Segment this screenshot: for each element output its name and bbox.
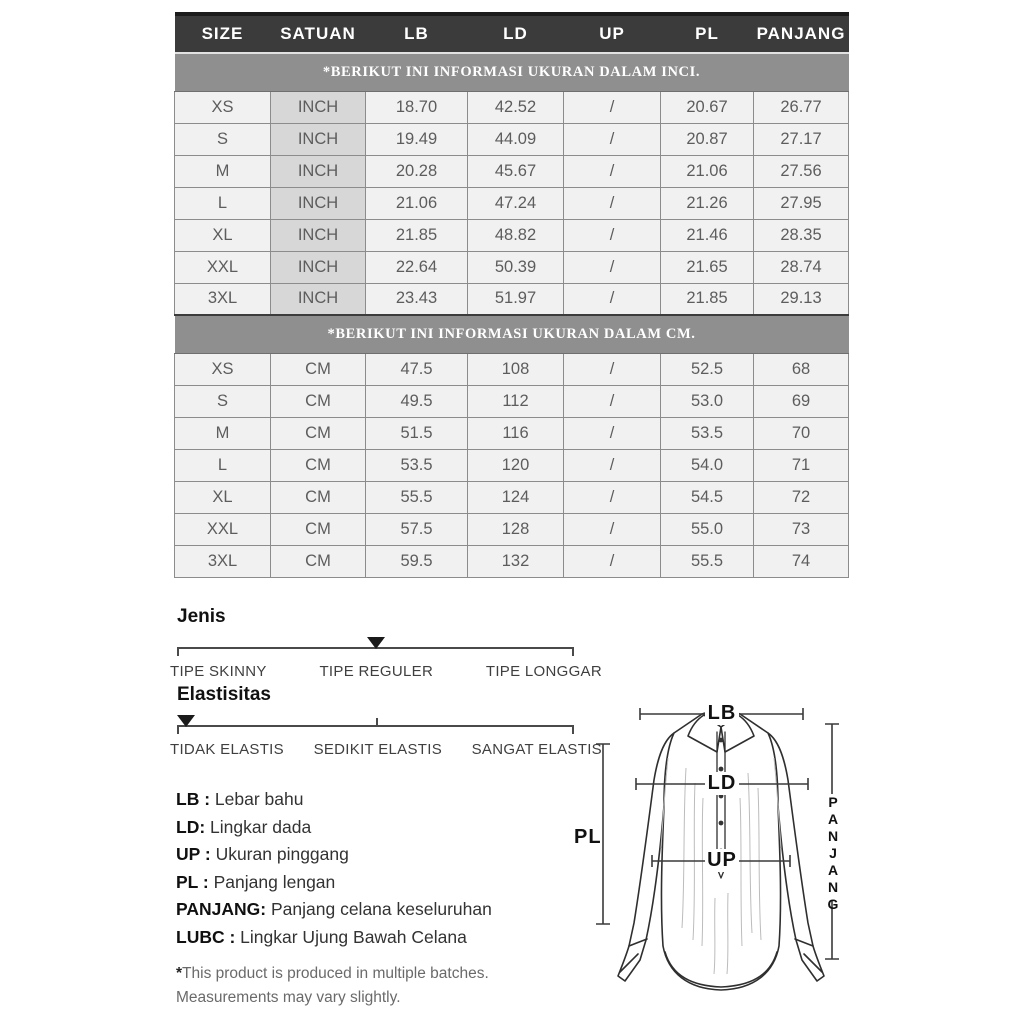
- unit-cell: INCH: [271, 251, 366, 283]
- legend-item-lubc: [176, 924, 492, 952]
- value-cell: /: [564, 155, 661, 187]
- unit-cell: CM: [271, 385, 366, 417]
- table-row: [175, 219, 849, 251]
- elastisitas-label-tidak: TIDAK ELASTIS: [170, 741, 284, 758]
- size-cell: S: [175, 123, 271, 155]
- value-cell: /: [564, 251, 661, 283]
- unit-cell: CM: [271, 545, 366, 577]
- unit-cell: INCH: [271, 283, 366, 315]
- table-row: [175, 481, 849, 513]
- value-cell: 55.0: [661, 513, 754, 545]
- value-cell: 21.06: [366, 187, 468, 219]
- legend-desc: Lingkar dada: [210, 816, 312, 837]
- elastisitas-title: Elastisitas: [177, 684, 271, 705]
- jenis-label-skinny: TIPE SKINNY: [170, 663, 267, 680]
- value-cell: /: [564, 513, 661, 545]
- elastisitas-label-sangat: SANGAT ELASTIS: [471, 741, 602, 758]
- diagram-label-up: UP: [705, 849, 739, 872]
- value-cell: 49.5: [366, 385, 468, 417]
- elastisitas-section: [170, 684, 602, 758]
- section-banner: *BERIKUT INI INFORMASI UKURAN DALAM CM.: [175, 315, 849, 353]
- value-cell: 45.67: [468, 155, 564, 187]
- table-row: [175, 155, 849, 187]
- value-cell: /: [564, 283, 661, 315]
- value-cell: 21.06: [661, 155, 754, 187]
- legend-term: UP :: [176, 844, 211, 864]
- asterisk: *: [176, 965, 183, 982]
- legend-item-ld: [176, 814, 492, 842]
- legend-term: LUBC :: [176, 926, 236, 947]
- table-row: [175, 123, 849, 155]
- value-cell: 72: [754, 481, 849, 513]
- value-cell: 20.87: [661, 123, 754, 155]
- value-cell: 51.5: [366, 417, 468, 449]
- value-cell: /: [564, 187, 661, 219]
- value-cell: 18.70: [366, 91, 468, 123]
- elastisitas-label-sedikit: SEDIKIT ELASTIS: [313, 741, 442, 758]
- size-cell: XL: [175, 481, 271, 513]
- batch-note: [176, 962, 489, 1010]
- jenis-marker-triangle-icon: [367, 637, 385, 649]
- jenis-tick-right: [572, 647, 574, 656]
- diagram-label-ld: LD: [705, 772, 739, 795]
- size-chart: [174, 12, 848, 578]
- value-cell: 51.97: [468, 283, 564, 315]
- value-cell: 59.5: [366, 545, 468, 577]
- legend-desc: Lebar bahu: [214, 789, 304, 809]
- value-cell: 28.74: [754, 251, 849, 283]
- size-cell: XXL: [175, 251, 271, 283]
- value-cell: 23.43: [366, 283, 468, 315]
- size-cell: S: [175, 385, 271, 417]
- size-cell: XS: [175, 353, 271, 385]
- elastisitas-scale: [177, 713, 574, 735]
- jenis-tick-left: [177, 647, 179, 656]
- diagram-label-lb: LB: [705, 702, 739, 725]
- unit-cell: INCH: [271, 123, 366, 155]
- value-cell: 53.5: [661, 417, 754, 449]
- value-cell: 47.24: [468, 187, 564, 219]
- value-cell: 132: [468, 545, 564, 577]
- value-cell: 112: [468, 385, 564, 417]
- note-text-1: This product is produced in multiple batches.: [182, 965, 489, 982]
- value-cell: /: [564, 91, 661, 123]
- value-cell: 53.0: [661, 385, 754, 417]
- unit-cell: INCH: [271, 155, 366, 187]
- table-row: [175, 283, 849, 315]
- value-cell: 21.46: [661, 219, 754, 251]
- unit-cell: INCH: [271, 219, 366, 251]
- legend-desc: Ukuran pinggang: [215, 844, 349, 864]
- value-cell: 53.5: [366, 449, 468, 481]
- value-cell: /: [564, 123, 661, 155]
- column-header-up: UP: [564, 14, 661, 53]
- diagram-label-panjang: PANJANG: [822, 794, 843, 900]
- value-cell: 57.5: [366, 513, 468, 545]
- value-cell: 27.17: [754, 123, 849, 155]
- section-banner: *BERIKUT INI INFORMASI UKURAN DALAM INCI.: [175, 53, 849, 91]
- value-cell: 21.26: [661, 187, 754, 219]
- diagram-label-pl: PL: [574, 826, 602, 848]
- column-header-pl: PL: [661, 14, 754, 53]
- size-cell: 3XL: [175, 283, 271, 315]
- table-row: [175, 187, 849, 219]
- value-cell: 108: [468, 353, 564, 385]
- value-cell: 116: [468, 417, 564, 449]
- column-header-satuan: SATUAN: [271, 14, 366, 53]
- size-cell: XL: [175, 219, 271, 251]
- value-cell: 21.65: [661, 251, 754, 283]
- table-row: [175, 353, 849, 385]
- value-cell: 28.35: [754, 219, 849, 251]
- elastisitas-marker-triangle-icon: [177, 715, 195, 727]
- value-cell: 27.95: [754, 187, 849, 219]
- size-table: [174, 12, 849, 578]
- table-row: [175, 449, 849, 481]
- value-cell: 20.67: [661, 91, 754, 123]
- legend-term: LB :: [176, 789, 211, 809]
- value-cell: 42.52: [468, 91, 564, 123]
- value-cell: /: [564, 545, 661, 577]
- value-cell: 120: [468, 449, 564, 481]
- size-cell: M: [175, 417, 271, 449]
- jenis-label-longgar: TIPE LONGGAR: [485, 663, 602, 680]
- unit-cell: CM: [271, 353, 366, 385]
- value-cell: 52.5: [661, 353, 754, 385]
- value-cell: /: [564, 385, 661, 417]
- unit-cell: CM: [271, 449, 366, 481]
- size-cell: XXL: [175, 513, 271, 545]
- value-cell: /: [564, 481, 661, 513]
- unit-cell: CM: [271, 513, 366, 545]
- legend-term: LD:: [176, 816, 206, 837]
- unit-cell: INCH: [271, 187, 366, 219]
- legend-item-up: [176, 841, 492, 869]
- value-cell: 128: [468, 513, 564, 545]
- value-cell: 19.49: [366, 123, 468, 155]
- table-row: [175, 91, 849, 123]
- value-cell: 47.5: [366, 353, 468, 385]
- value-cell: 22.64: [366, 251, 468, 283]
- batch-note-line1: [176, 962, 489, 986]
- shirt-measurement-diagram: [568, 688, 886, 1024]
- table-row: [175, 385, 849, 417]
- column-header-size: SIZE: [175, 14, 271, 53]
- value-cell: 44.09: [468, 123, 564, 155]
- value-cell: 70: [754, 417, 849, 449]
- table-row: [175, 513, 849, 545]
- column-header-panjang: PANJANG: [754, 14, 849, 53]
- legend-desc: Lingkar Ujung Bawah Celana: [240, 926, 467, 947]
- unit-cell: CM: [271, 481, 366, 513]
- table-row: [175, 545, 849, 577]
- legend-item-panjang: [176, 896, 492, 924]
- note-text-2: Measurements may vary slightly.: [176, 989, 401, 1006]
- legend-item-pl: [176, 869, 492, 897]
- value-cell: 54.0: [661, 449, 754, 481]
- value-cell: 55.5: [366, 481, 468, 513]
- measurement-legend: [176, 786, 492, 951]
- value-cell: 48.82: [468, 219, 564, 251]
- jenis-section: [170, 606, 602, 680]
- value-cell: 50.39: [468, 251, 564, 283]
- table-row: [175, 417, 849, 449]
- jenis-title: Jenis: [177, 606, 226, 627]
- size-cell: L: [175, 187, 271, 219]
- value-cell: 68: [754, 353, 849, 385]
- table-row: [175, 251, 849, 283]
- value-cell: 29.13: [754, 283, 849, 315]
- value-cell: 124: [468, 481, 564, 513]
- size-cell: XS: [175, 91, 271, 123]
- size-cell: 3XL: [175, 545, 271, 577]
- unit-cell: CM: [271, 417, 366, 449]
- column-header-lb: LB: [366, 14, 468, 53]
- value-cell: 73: [754, 513, 849, 545]
- size-cell: L: [175, 449, 271, 481]
- legend-desc: Panjang lengan: [213, 871, 336, 892]
- value-cell: 21.85: [661, 283, 754, 315]
- jenis-scale: [177, 635, 574, 657]
- value-cell: 20.28: [366, 155, 468, 187]
- value-cell: /: [564, 353, 661, 385]
- legend-term: PL :: [176, 871, 209, 892]
- value-cell: 21.85: [366, 219, 468, 251]
- value-cell: /: [564, 449, 661, 481]
- value-cell: 55.5: [661, 545, 754, 577]
- value-cell: 69: [754, 385, 849, 417]
- legend-term: PANJANG:: [176, 899, 267, 919]
- value-cell: /: [564, 219, 661, 251]
- size-cell: M: [175, 155, 271, 187]
- value-cell: 54.5: [661, 481, 754, 513]
- unit-cell: INCH: [271, 91, 366, 123]
- legend-desc: Panjang celana keseluruhan: [270, 899, 492, 919]
- legend-item-lb: [176, 786, 492, 814]
- value-cell: /: [564, 417, 661, 449]
- value-cell: 74: [754, 545, 849, 577]
- elastisitas-tick-middle: [376, 718, 378, 726]
- column-header-ld: LD: [468, 14, 564, 53]
- value-cell: 27.56: [754, 155, 849, 187]
- value-cell: 71: [754, 449, 849, 481]
- value-cell: 26.77: [754, 91, 849, 123]
- jenis-label-reguler: TIPE REGULER: [319, 663, 434, 680]
